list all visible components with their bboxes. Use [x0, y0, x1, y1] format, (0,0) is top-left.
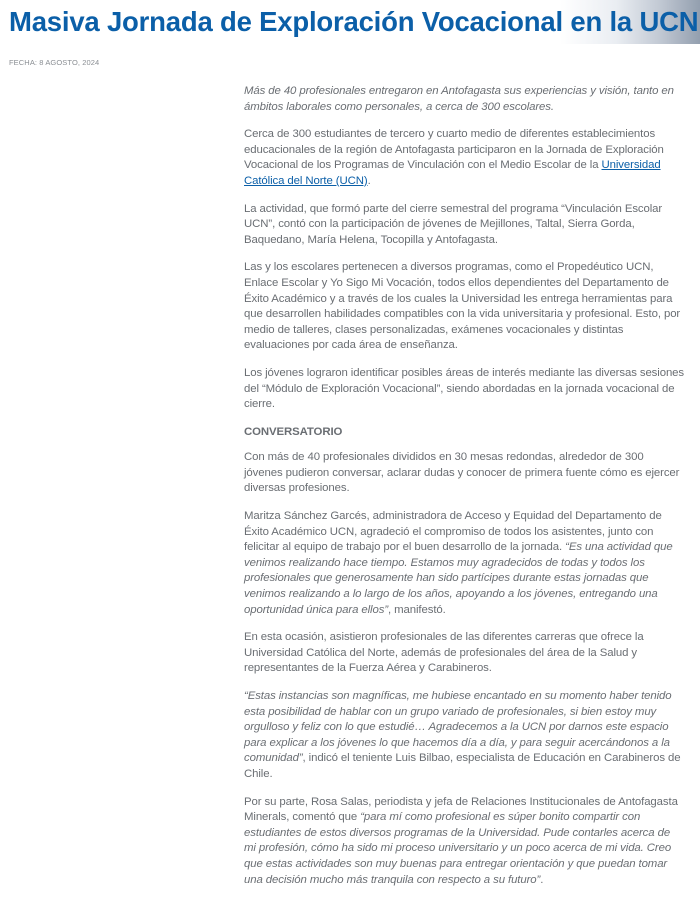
quote: “Es una actividad que venimos realizando hace tiempo. Estamos muy agradecidos de todas y todos los profesionales que generosamente han sido partícipes durante estas jornadas que venimos realizando a lo largo de los años, apoyando a los jóvenes, entregando una oportunidad única para ellos” [244, 541, 673, 616]
paragraph: En esta ocasión, asistieron profesionales de las diferentes carreras que ofrece la Universidad Católica del Norte, además de profesionales del área de la Salud y representantes de la Fuerza Aérea y Carabineros. [244, 631, 644, 675]
article-body [244, 84, 684, 900]
paragraph [244, 795, 684, 889]
paragraph: Los jóvenes lograron identificar posibles áreas de interés mediante las diversas sesiones del “Módulo de Exploración Vocacional”, siendo abordadas en la jornada vocacional de cierre. [244, 366, 685, 411]
paragraph-text: Por su parte, Rosa Salas, periodista y jefa de Relaciones Institucionales de Antofagasta Minerals, comentó que [244, 795, 678, 824]
paragraph: La actividad, que formó parte del cierre semestral del programa “Vinculación Escolar UCN”, contó con la participación de jóvenes de Mejillones, Taltal, Sierra Gorda, Baquedano, María Helena, Tocopilla y Antofagasta. [244, 202, 663, 246]
ucn-link[interactable]: Universidad Católica del Norte (UCN) [244, 159, 661, 187]
paragraph-text: , indicó el teniente Luis Bilbao, especialista de Educación en Carabineros de Chile. [244, 752, 681, 780]
section-heading: CONVERSATORIO [244, 425, 343, 438]
paragraph-text: Cerca de 300 estudiantes de tercero y cuarto medio de diferentes establecimientos educacionales de la región de Antofagasta participaron en la Jornada de Exploración Vocacional de los Programas de Vinculación con el Medio Escolar de la [244, 128, 664, 172]
paragraph: Con más de 40 profesionales divididos en 30 mesas redondas, alrededor de 300 jóvenes pudieron conversar, aclarar dudas y conocer de primera fuente cómo es ejercer diversas profesiones. [244, 451, 680, 495]
page-title: Masiva Jornada de Exploración Vocacional en la UCN [9, 6, 699, 37]
paragraph [244, 689, 684, 783]
quote: “para mí como profesional es súper bonito compartir con estudiantes de estos diversos programas de la Universidad. Pude contarles acerca de mi profesión, cómo ha sido mi proceso universitario y un poco acerca de mi vida. Creo que estas actividades son muy buenas para entregar orientación y que puedan tomar una decisión mucho más tranquila con respecto a su futuro” [244, 811, 672, 886]
paragraph-text: Maritza Sánchez Garcés, administradora de Acceso y Equidad del Departamento de Éxito Académico UCN, agradeció el compromiso de todos los asistentes, junto con felicitar al equipo de trabajo por el buen desarrollo de la jornada. [244, 510, 662, 554]
article-lead: Más de 40 profesionales entregaron en Antofagasta sus experiencias y visión, tanto en ámbitos laborales como personales, a cerca de 300 escolares. [244, 85, 674, 113]
paragraph-text: . [367, 174, 371, 187]
publish-date: FECHA: 8 AGOSTO, 2024 [9, 58, 100, 67]
paragraph-text: , manifestó. [388, 603, 446, 616]
paragraph: Las y los escolares pertenecen a diversos programas, como el Propedéutico UCN, Enlace Escolar y Yo Sigo Mi Vocación, todos ellos dependientes del Departamento de Éxito Académico y a través de los cuales la Universidad les entrega herramientas para que desarrollen habilidades compatibles con la vida universitaria y profesional. Esto, por medio de talleres, clases personalizadas, exámenes vocacionales y distintas evaluaciones por cada área de enseñanza. [244, 261, 681, 352]
paragraph [244, 127, 684, 189]
paragraph-text: . [540, 873, 544, 886]
quote: “Estas instancias son magníficas, me hubiese encantado en su momento haber tenido esta posibilidad de hablar con un grupo variado de profesionales, si bien estoy muy orgulloso y feliz con lo que estudié… Agradecemos a la UCN por darnos este espacio para explicar a los jóvenes lo que hacemos día a día, y para seguir acercándonos a la comunidad” [244, 690, 672, 765]
paragraph [244, 509, 684, 618]
